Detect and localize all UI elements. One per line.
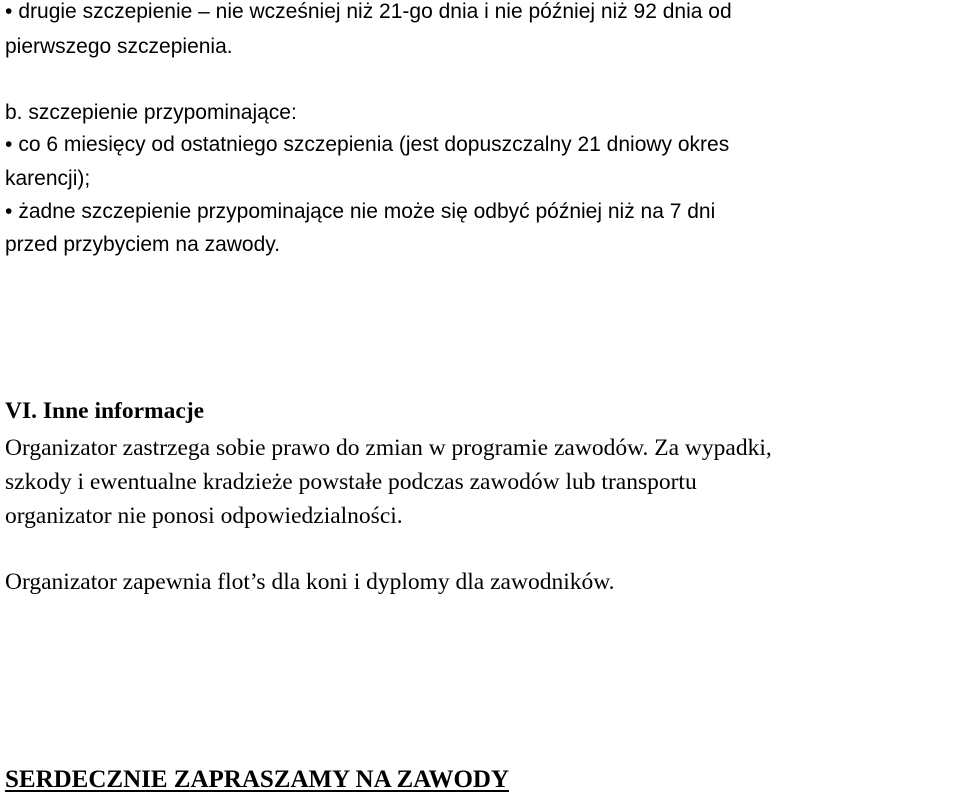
closing-invitation: SERDECZNIE ZAPRASZAMY NA ZAWODY [5, 766, 510, 793]
booster-item-1-line-2: karencji); [5, 167, 91, 190]
booster-item-2-line-1: • żadne szczepienie przypominające nie może się odbyć później niż na 7 dni [5, 200, 716, 223]
section-vi-paragraph-1-line-2: szkody i ewentualne kradzieże powstałe podczas zawodów lub transportu [5, 469, 697, 495]
booster-section-title: b. szczepienie przypominające: [5, 101, 297, 124]
section-vi-heading: VI. Inne informacje [5, 398, 205, 424]
vaccination-second-dose-line-2: pierwszego szczepienia. [5, 35, 233, 58]
booster-item-1-line-1: • co 6 miesięcy od ostatniego szczepienia (jest dopuszczalny 21 dniowy okres [5, 133, 730, 156]
section-vi-paragraph-1-line-1: Organizator zastrzega sobie prawo do zmian w programie zawodów. Za wypadki, [5, 435, 772, 461]
section-vi-paragraph-2: Organizator zapewnia flot’s dla koni i dyplomy dla zawodników. [5, 569, 615, 595]
section-vi-paragraph-1-line-3: organizator nie ponosi odpowiedzialności. [5, 503, 403, 529]
vaccination-second-dose-line-1: • drugie szczepienie – nie wcześniej niż 21-go dnia i nie później niż 92 dnia od [5, 0, 732, 23]
bullet-icon: • [5, 133, 13, 156]
bullet-icon: • [5, 200, 13, 223]
bullet-icon: • [5, 0, 13, 23]
booster-item-2-line-2: przed przybyciem na zawody. [5, 233, 281, 256]
